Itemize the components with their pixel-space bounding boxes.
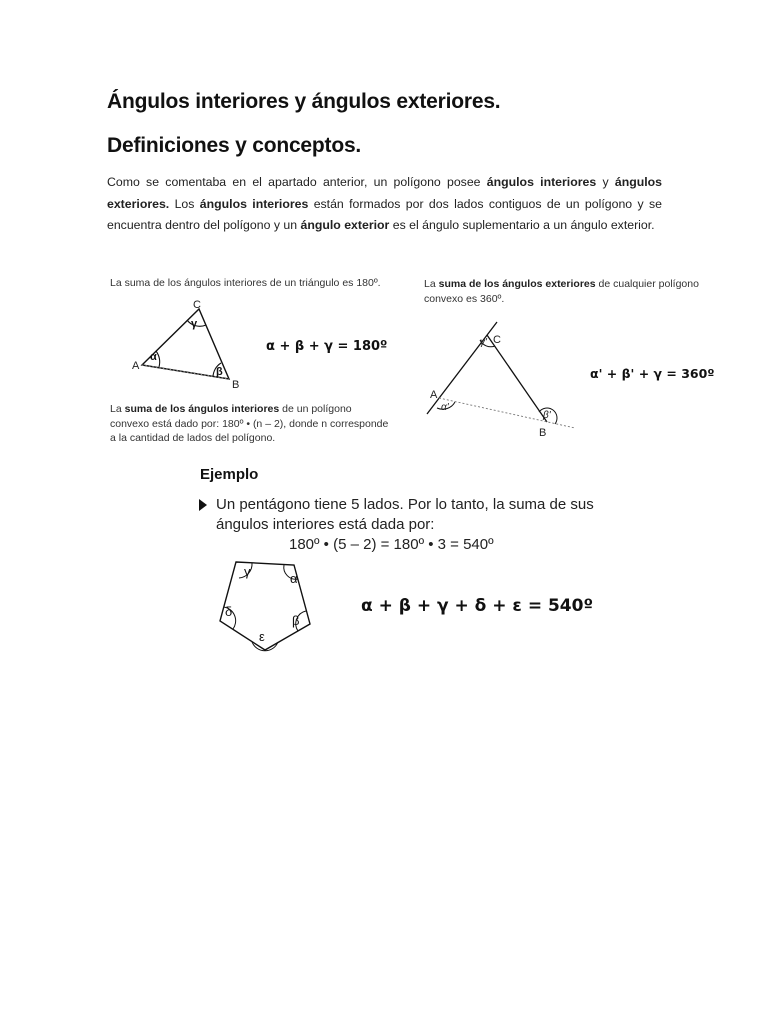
- pentagon-sum-formula: α + β + γ + δ + ε = 540º: [361, 596, 594, 616]
- triangle-interior-formula: α + β + γ = 180º: [266, 339, 388, 354]
- polygon-sum-note: [110, 402, 390, 446]
- interior-triangle-figure: [125, 295, 265, 395]
- exterior-triangle-figure: [425, 312, 585, 442]
- side-ab-line: [439, 398, 575, 428]
- bullet-arrow-icon: [199, 499, 207, 511]
- vertex-b-label: B: [232, 379, 240, 391]
- bold-term: ángulos exteriores.: [107, 175, 662, 211]
- beta-prime-label: β': [543, 410, 551, 421]
- bold-term: ángulos interiores: [486, 175, 597, 189]
- text-run: y: [596, 175, 615, 189]
- vertex-a-label: A: [132, 360, 140, 372]
- example-heading: Ejemplo: [200, 466, 259, 483]
- bold-term: ángulo exterior: [300, 218, 390, 232]
- section-heading: Definiciones y conceptos.: [107, 134, 362, 157]
- text-run: están formados por dos lados contiguos de un polígono y se encuentra dentro del polígono y un: [107, 196, 662, 232]
- exterior-caption: [424, 277, 709, 306]
- beta-label: β: [216, 366, 223, 378]
- delta-label: δ: [225, 604, 233, 619]
- page-title: Ángulos interiores y ángulos exteriores.: [107, 90, 501, 113]
- vertex-c-label: C: [493, 334, 501, 346]
- pentagon-figure: [210, 555, 320, 655]
- alpha-label: α: [290, 571, 298, 586]
- gamma-label: γ: [244, 564, 251, 579]
- text-run: de un polígono convexo está dado por: 180º • (n – 2), donde n corresponde a la cantidad de lados del polígono.: [110, 403, 389, 444]
- example-calculation: 180º • (5 – 2) = 180º • 3 = 540º: [289, 536, 494, 553]
- vertex-b-label: B: [539, 427, 547, 439]
- alpha-label: α: [150, 351, 157, 363]
- vertex-a-label: A: [430, 389, 438, 401]
- text-run: es el ángulo suplementario a un ángulo exterior.: [389, 218, 655, 232]
- example-line-1: Un pentágono tiene 5 lados. Por lo tanto, la suma de sus: [216, 496, 594, 513]
- intro-paragraph: [107, 172, 662, 237]
- bold-term: suma de los ángulos exteriores: [438, 278, 596, 290]
- triangle-caption: La suma de los ángulos interiores de un triángulo es 180º.: [110, 277, 381, 289]
- bold-term: ángulos interiores: [199, 196, 309, 211]
- text-run: Los: [169, 196, 200, 211]
- gamma-label: γ: [191, 318, 198, 330]
- gamma-prime-label: γ': [480, 337, 487, 348]
- epsilon-label: ε: [259, 629, 265, 644]
- bold-term: suma de los ángulos interiores: [124, 403, 280, 415]
- text-run: La: [110, 403, 125, 415]
- text-run: La: [424, 278, 439, 290]
- vertex-c-label: C: [193, 299, 201, 311]
- side-cb-line: [487, 335, 547, 422]
- exterior-angle-formula: α' + β' + γ = 360º: [590, 366, 715, 381]
- alpha-prime-label: α': [441, 402, 449, 413]
- text-run: Como se comentaba en el apartado anterior, un polígono posee: [107, 175, 487, 189]
- text-run: de cualquier polígono convexo es 360º.: [424, 278, 699, 305]
- side-ac-line: [427, 322, 497, 414]
- beta-label: β: [292, 613, 300, 628]
- example-line-2: ángulos interiores está dada por:: [216, 516, 435, 533]
